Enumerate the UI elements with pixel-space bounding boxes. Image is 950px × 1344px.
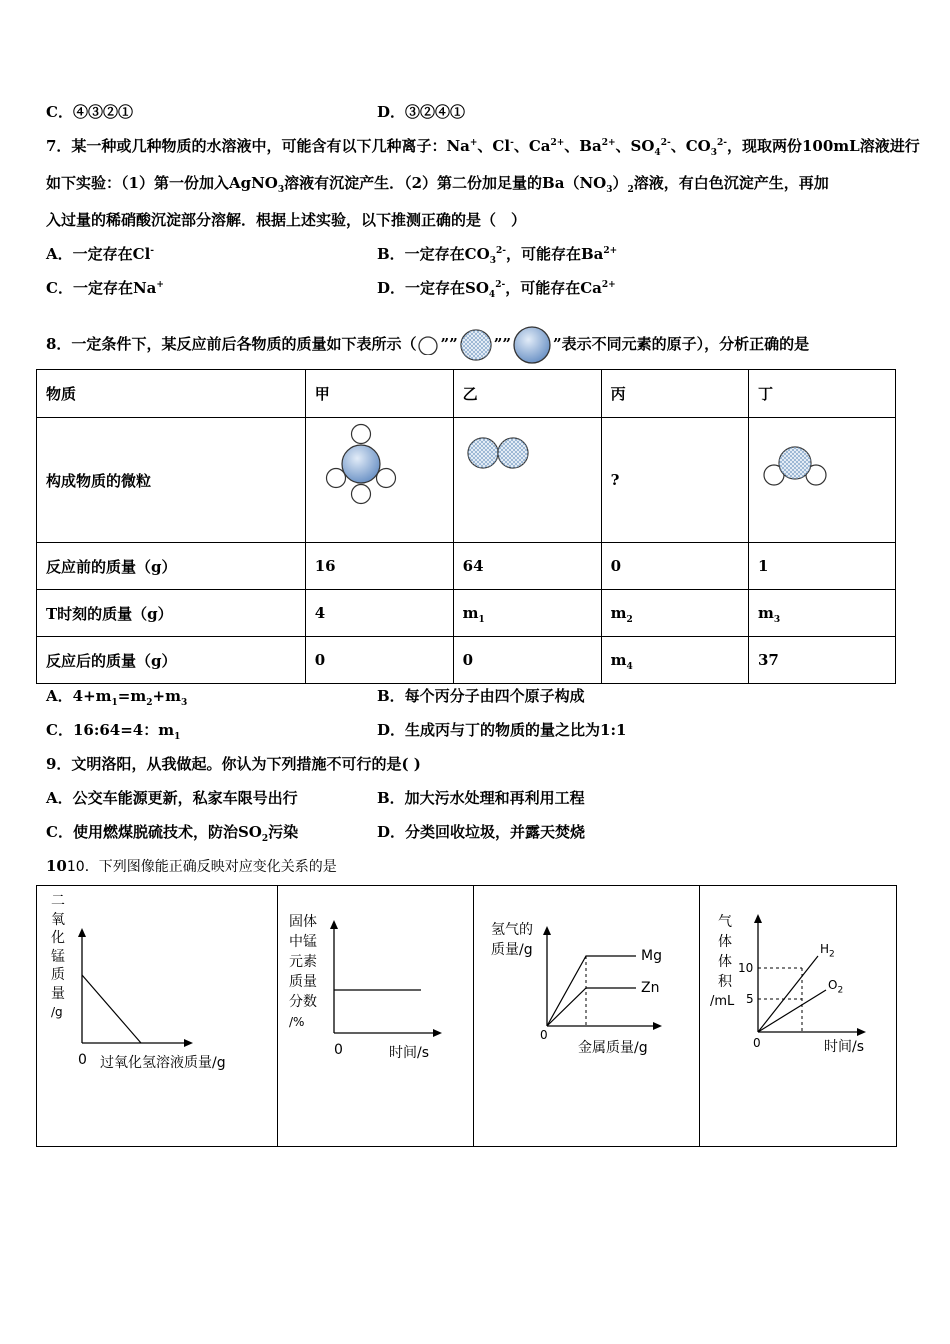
- q8-option-a: A．$4+m_1=m_2+m_3$: [46, 687, 188, 708]
- q9-stem: 9．文明洛阳，从我做起。你认为下列措施不可行的是( ): [46, 755, 421, 773]
- particle-yi: [453, 418, 601, 543]
- q7-option-a: A．一定存在Cl-: [46, 245, 155, 263]
- hatched-atom-icon: [458, 328, 494, 362]
- particle-ding: [749, 418, 896, 543]
- header-yi: 乙: [453, 370, 601, 418]
- row-label: 反应前的质量（g）: [37, 543, 306, 590]
- graph-a-ylabel: 二 氧 化 锰 质 量 /g: [51, 893, 65, 1019]
- graph-c-axes: [474, 886, 699, 1146]
- cell: $m_1$: [453, 590, 601, 637]
- graph-c-series-zn: Zn: [641, 980, 660, 996]
- q10-graphs: [36, 885, 897, 1147]
- cell: 0: [305, 637, 453, 684]
- molecule-ding-icon: [749, 418, 895, 538]
- q8-mass-table: [36, 369, 896, 684]
- q8-option-c: C．16:64=4：$m_1$: [46, 721, 181, 742]
- q9-option-b: B．加大污水处理和再利用工程: [377, 789, 585, 807]
- q6-option-d: D．③②④①: [377, 103, 466, 121]
- graph-d-ylabel: 气 体 体 积 /mL: [710, 914, 735, 1009]
- q7-stem-line3: 入过量的稀硝酸沉淀部分溶解．根据上述实验，以下推测正确的是（ ）: [46, 211, 527, 229]
- molecule-yi-icon: [454, 418, 600, 538]
- graph-d-series-o2: $O_2$: [828, 978, 844, 996]
- molecule-jia-icon: [306, 418, 452, 538]
- graph-b-origin: 0: [334, 1042, 343, 1058]
- q8-option-d: D．生成丙与丁的物质的量之比为1:1: [377, 721, 627, 739]
- table-row-particles: [37, 418, 896, 543]
- header-substance: 物质: [37, 370, 306, 418]
- q7-option-d: D．一定存在$SO_4^{2-}$，可能存在$Ca^{2+}$: [377, 279, 616, 300]
- graph-a-axes: [37, 886, 277, 1146]
- cell: $m_4$: [601, 637, 748, 684]
- graph-a-origin: 0: [78, 1052, 87, 1068]
- graph-d-tick-10: 10: [738, 961, 754, 975]
- header-ding: 丁: [749, 370, 896, 418]
- graph-b-axes: [278, 886, 473, 1146]
- graph-d-tick-5: 5: [746, 992, 754, 1006]
- q9-option-d: D．分类回收垃圾，并露天焚烧: [377, 823, 586, 841]
- cell: 0: [601, 543, 748, 590]
- cell: 64: [453, 543, 601, 590]
- q9-option-c: C．使用燃煤脱硫技术，防治$SO_2$污染: [46, 823, 299, 844]
- graph-c-mg-line: [547, 956, 636, 1026]
- table-row: [37, 543, 896, 590]
- particle-row-label: 构成物质的微粒: [37, 418, 306, 543]
- graph-b-xlabel: 时间/s: [389, 1045, 430, 1061]
- cell: 16: [305, 543, 453, 590]
- q8-option-b: B．每个丙分子由四个原子构成: [377, 687, 585, 705]
- graph-c-xlabel: 金属质量/g: [578, 1040, 648, 1056]
- cell: $m_3$: [749, 590, 896, 637]
- graph-d-xlabel: 时间/s: [824, 1039, 865, 1055]
- row-label: 反应后的质量（g）: [37, 637, 306, 684]
- cell: $m_2$: [601, 590, 748, 637]
- graph-d-axes: [700, 886, 896, 1146]
- graph-d: [700, 886, 896, 1146]
- q9-option-a: A．公交车能源更新，私家车限号出行: [46, 789, 298, 807]
- particle-bing-unknown: ?: [601, 418, 748, 543]
- particle-jia: [305, 418, 453, 543]
- table-header-row: [37, 370, 896, 418]
- graph-b-ylabel: 固体 中锰 元素 质量 分数 /%: [289, 914, 317, 1029]
- graph-d-series-h2: $H_2$: [820, 942, 835, 960]
- q7-stem-line2: 如下实验：（1）第一份加入AgNO$_3$溶液有沉淀产生．（2）第二份加足量的$Ba(NO_3)_2$溶液，有白色沉淀产生，再加: [46, 174, 829, 195]
- table-row: [37, 637, 896, 684]
- q10-stem: 1010．下列图像能正确反映对应变化关系的是: [46, 857, 337, 875]
- graph-c: [474, 886, 700, 1146]
- graph-c-zn-line: [547, 988, 636, 1026]
- large-blue-atom-icon: [511, 325, 553, 365]
- table-row: [37, 590, 896, 637]
- cell: 37: [749, 637, 896, 684]
- header-jia: 甲: [305, 370, 453, 418]
- q8-stem: 8．一定条件下，某反应前后各物质的质量如下表所示（ ”” ”” ”表示不同元素的原子），分析正确的是: [46, 325, 809, 365]
- graph-a: [37, 886, 278, 1146]
- row-label: T时刻的质量（g）: [37, 590, 306, 637]
- graph-d-origin: 0: [753, 1036, 761, 1050]
- q7-option-c: C．一定存在Na+: [46, 279, 164, 297]
- q6-option-c: C．④③②①: [46, 103, 133, 121]
- graph-b: [278, 886, 474, 1146]
- cell: 0: [453, 637, 601, 684]
- q7-option-b: B．一定存在$CO_3^{2-}$，可能存在$Ba^{2+}$: [377, 245, 618, 266]
- q7-stem-line1: 7．某一种或几种物质的水溶液中，可能含有以下几种离子：Na+、Cl-、$Ca^{2+}$、$Ba^{2+}$、$SO_4^{2-}$、$CO_3^{2-}$，现取两份100mL溶液进行: [46, 137, 920, 158]
- graph-c-series-mg: Mg: [641, 948, 662, 964]
- graph-d-o2-line: [758, 990, 826, 1032]
- graph-a-xlabel: 过氧化氢溶液质量/g: [100, 1055, 226, 1071]
- cell: 4: [305, 590, 453, 637]
- graph-a-line: [82, 975, 141, 1043]
- header-bing: 丙: [601, 370, 748, 418]
- graph-c-ylabel: 氢气的 质量/g: [491, 922, 533, 958]
- graph-d-h2-line: [758, 956, 818, 1032]
- graph-c-origin: 0: [540, 1028, 548, 1042]
- cell: 1: [749, 543, 896, 590]
- small-white-atom-icon: [416, 335, 440, 355]
